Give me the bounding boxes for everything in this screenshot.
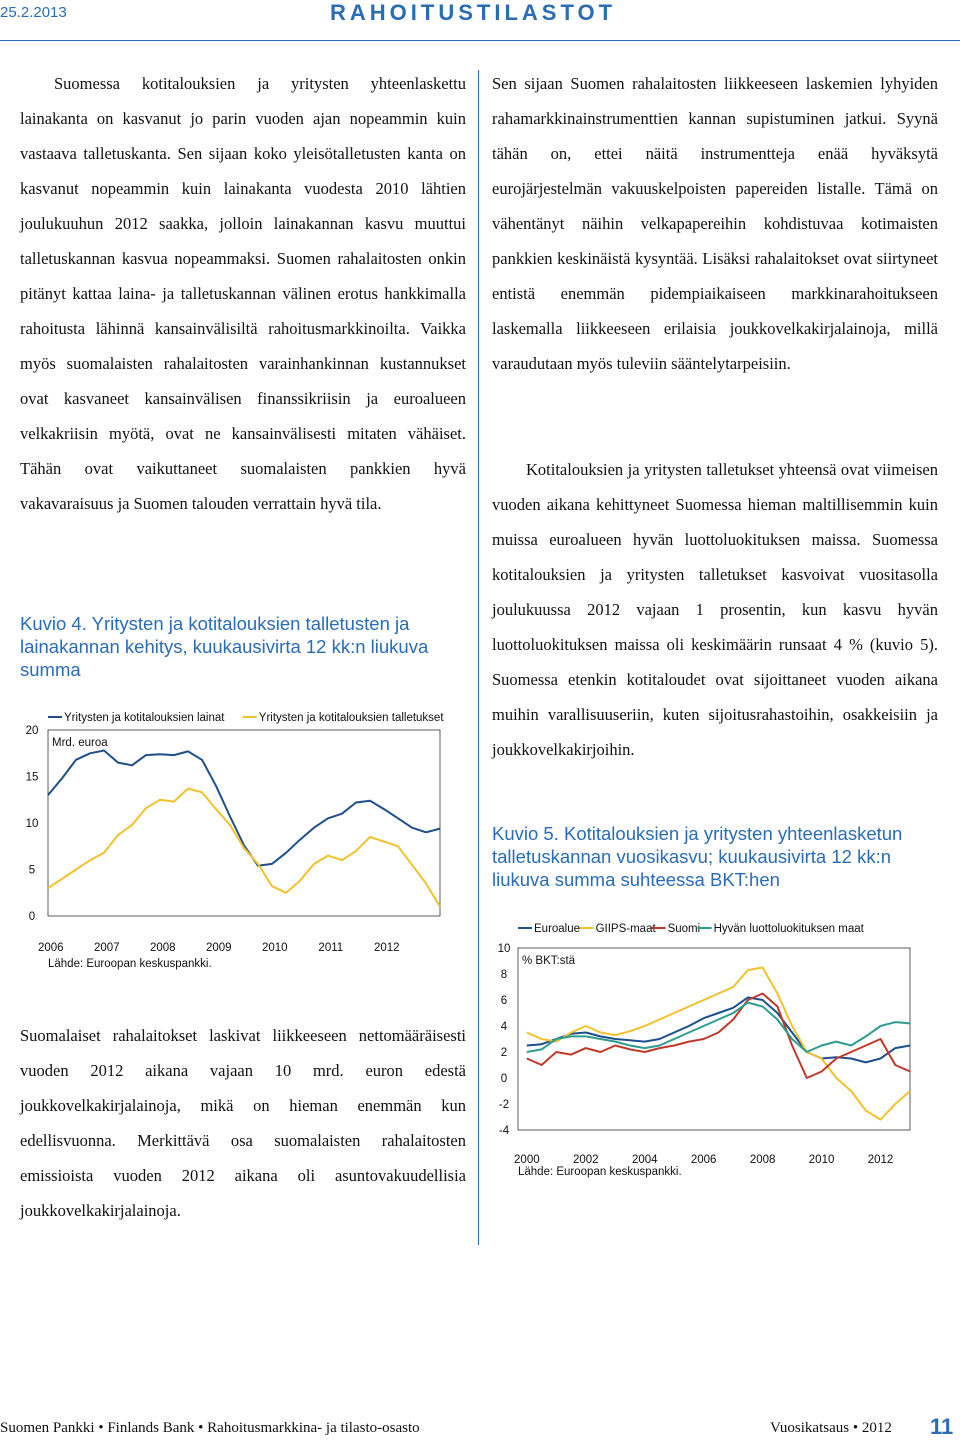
legend-label: Suomi [667, 923, 701, 935]
x-tick-label: 2002 [572, 1154, 599, 1166]
series-line [527, 997, 910, 1062]
x-tick-label: 2010 [808, 1154, 835, 1166]
y-tick-label: 0 [500, 1073, 508, 1085]
y-tick-label: 5 [28, 864, 36, 877]
header-title: RAHOITUSTILASTOT [330, 0, 617, 25]
legend-label: GIIPS-maat [595, 923, 656, 935]
y-tick-label: 10 [25, 818, 39, 830]
footer-right: Vuosikatsaus • 2012 [770, 1420, 892, 1436]
y-tick-label: -4 [498, 1125, 510, 1137]
figure5-source: Lähde: Euroopan keskuspankki. [518, 1166, 682, 1178]
plot-frame [48, 730, 440, 916]
x-tick-label: 2004 [631, 1154, 658, 1166]
x-tick-label: 2012 [867, 1154, 894, 1166]
left-paragraph-1: Suomessa kotitalouksien ja yritysten yhteenlaskettu lainakanta on kasvanut jo parin vuoden ajan nopeammin kuin vastaava talletuskanta. Sen sijaan koko yleisötalletusten kanta on kasvanut nopeammin kuin lainakanta vuodesta 2010 lähtien joulukuuhun 2012 saakka, jolloin lainakannan kasvu muuttui talletuskannan kasvua nopeammaksi. Suomen rahalaitosten onkin pitänyt kattaa laina- ja talletuskannan välinen erotus hankkimalla rahoitusta lähinnä kansainvälisiltä rahoitusmarkkinoilta. Vaikka myös suomalaisten rahalaitosten varainhankinnan kustannukset ovat kasvaneet kansainvälisen finanssikriisin ja euroalueen velkakriisin myötä, ovat ne kansainvälisesti mitaten vähäiset. Tähän ovat vaikuttaneet suomalaisten pankkien hyvä vakavaraisuus ja Suomen talouden verrattain hyvä tila. [20, 74, 466, 513]
x-tick-label: 2009 [206, 942, 232, 954]
page-number: 11 [930, 1414, 954, 1439]
figure5-title [492, 822, 932, 891]
x-tick-label: 2011 [318, 942, 344, 954]
figure5-label: Kuvio 5. [492, 823, 559, 844]
y-tick-label: 2 [500, 1047, 508, 1059]
legend-label: Hyvän luottoluokituksen maat [713, 923, 864, 935]
figure4-title [20, 612, 466, 681]
legend-label: Euroalue [534, 923, 581, 935]
y-tick-label: 4 [500, 1021, 508, 1033]
header-rule [0, 40, 960, 41]
left-paragraph-2: Suomalaiset rahalaitokset laskivat liikkeeseen nettomääräisesti vuoden 2012 aikana vajaan 10 mrd. euron edestä joukkovelkakirjalainoja, mikä on hieman enemmän kun edellisvuonna. Merkittävä osa suomalaisten rahalaitosten emissioista vuoden 2012 aikana oli asuntovakuudellisia joukkovelkakirjalainoja. [20, 1026, 466, 1220]
y-tick-label: 0 [28, 911, 36, 923]
header-date: 25.2.2013 [0, 4, 67, 21]
right-paragraph-2: Kotitalouksien ja yritysten talletukset yhteensä ovat viimeisen vuoden aikana kehittyneet Suomessa hieman maltillisemmin kuin muissa euroalueen hyvän luottoluokituksen maissa. Suomessa kotitalouksien ja yritysten talletukset kasvoivat vuositasolla joulukuussa 2012 vajaan 1 prosentin, kun kasvu hyvän luottoluokituksen maissa oli keskimäärin runsaat 4 % (kuvio 5). Suomessa etenkin kotitaloudet ovat sijoittaneet vuoden aikana muihin varallisuuseriin, kuten sijoitusrahastoihin, osakkeisiin ja joukkovelkakirjoihin. [492, 460, 938, 759]
figure4-chart [18, 700, 468, 990]
y-tick-label: 10 [497, 943, 511, 955]
figure4-label: Kuvio 4. [20, 613, 87, 634]
figure5-chart [490, 912, 930, 1182]
y-tick-label: -2 [498, 1099, 510, 1111]
y-tick-label: 6 [500, 995, 508, 1007]
unit-label: % BKT:stä [522, 955, 576, 967]
x-tick-label: 2008 [749, 1154, 776, 1166]
x-tick-label: 2006 [690, 1154, 717, 1166]
right-paragraph-1: Sen sijaan Suomen rahalaitosten liikkeeseen laskemien lyhyiden rahamarkkinainstrumenttien kannan supistuminen jatkui. Syynä tähän on, ettei näitä instrumentteja enää hyväksytä eurojärjestelmän vakuuskelpoisten papereiden listalle. Tämä on vähentänyt näihin velkapapereihin kohdistuvaa kotimaisten pankkien keskinäistä kysyntää. Lisäksi rahalaitokset ovat siirtyneet entistä enemmän pidempiaikaiseen markkinarahoitukseen laskemalla liikkeeseen erilaisia joukkovelkakirjalainoja, millä varaudutaan myös tuleviin sääntelytarpeisiin. [492, 74, 938, 373]
figure4-source: Lähde: Euroopan keskuspankki. [48, 958, 212, 970]
legend-label: Yritysten ja kotitalouksien lainat [64, 712, 225, 724]
column-divider [478, 70, 479, 1245]
x-tick-label: 2006 [38, 942, 64, 954]
figure5-title-text: Kotitalouksien ja yritysten yhteenlasketun talletuskannan vuosikasvu; kuukausivirta 12 kk:n liukuva summa suhteessa BKT:hen [492, 823, 903, 890]
footer-left: Suomen Pankki • Finlands Bank • Rahoitusmarkkina- ja tilasto-osasto [0, 1420, 420, 1436]
y-tick-label: 15 [25, 771, 39, 784]
plot-frame [518, 948, 910, 1130]
x-tick-label: 2008 [150, 942, 176, 954]
x-tick-label: 2010 [262, 942, 288, 954]
x-tick-label: 2012 [374, 942, 400, 954]
y-tick-label: 20 [25, 725, 39, 737]
figure4-title-text: Yritysten ja kotitalouksien talletusten ja lainakannan kehitys, kuukausivirta 12 kk:n liukuva summa [20, 613, 429, 680]
x-tick-label: 2000 [514, 1154, 540, 1166]
legend-label: Yritysten ja kotitalouksien talletukset [258, 712, 444, 724]
y-tick-label: 8 [500, 969, 508, 981]
unit-label: Mrd. euroa [52, 737, 108, 749]
x-tick-label: 2007 [94, 942, 120, 954]
